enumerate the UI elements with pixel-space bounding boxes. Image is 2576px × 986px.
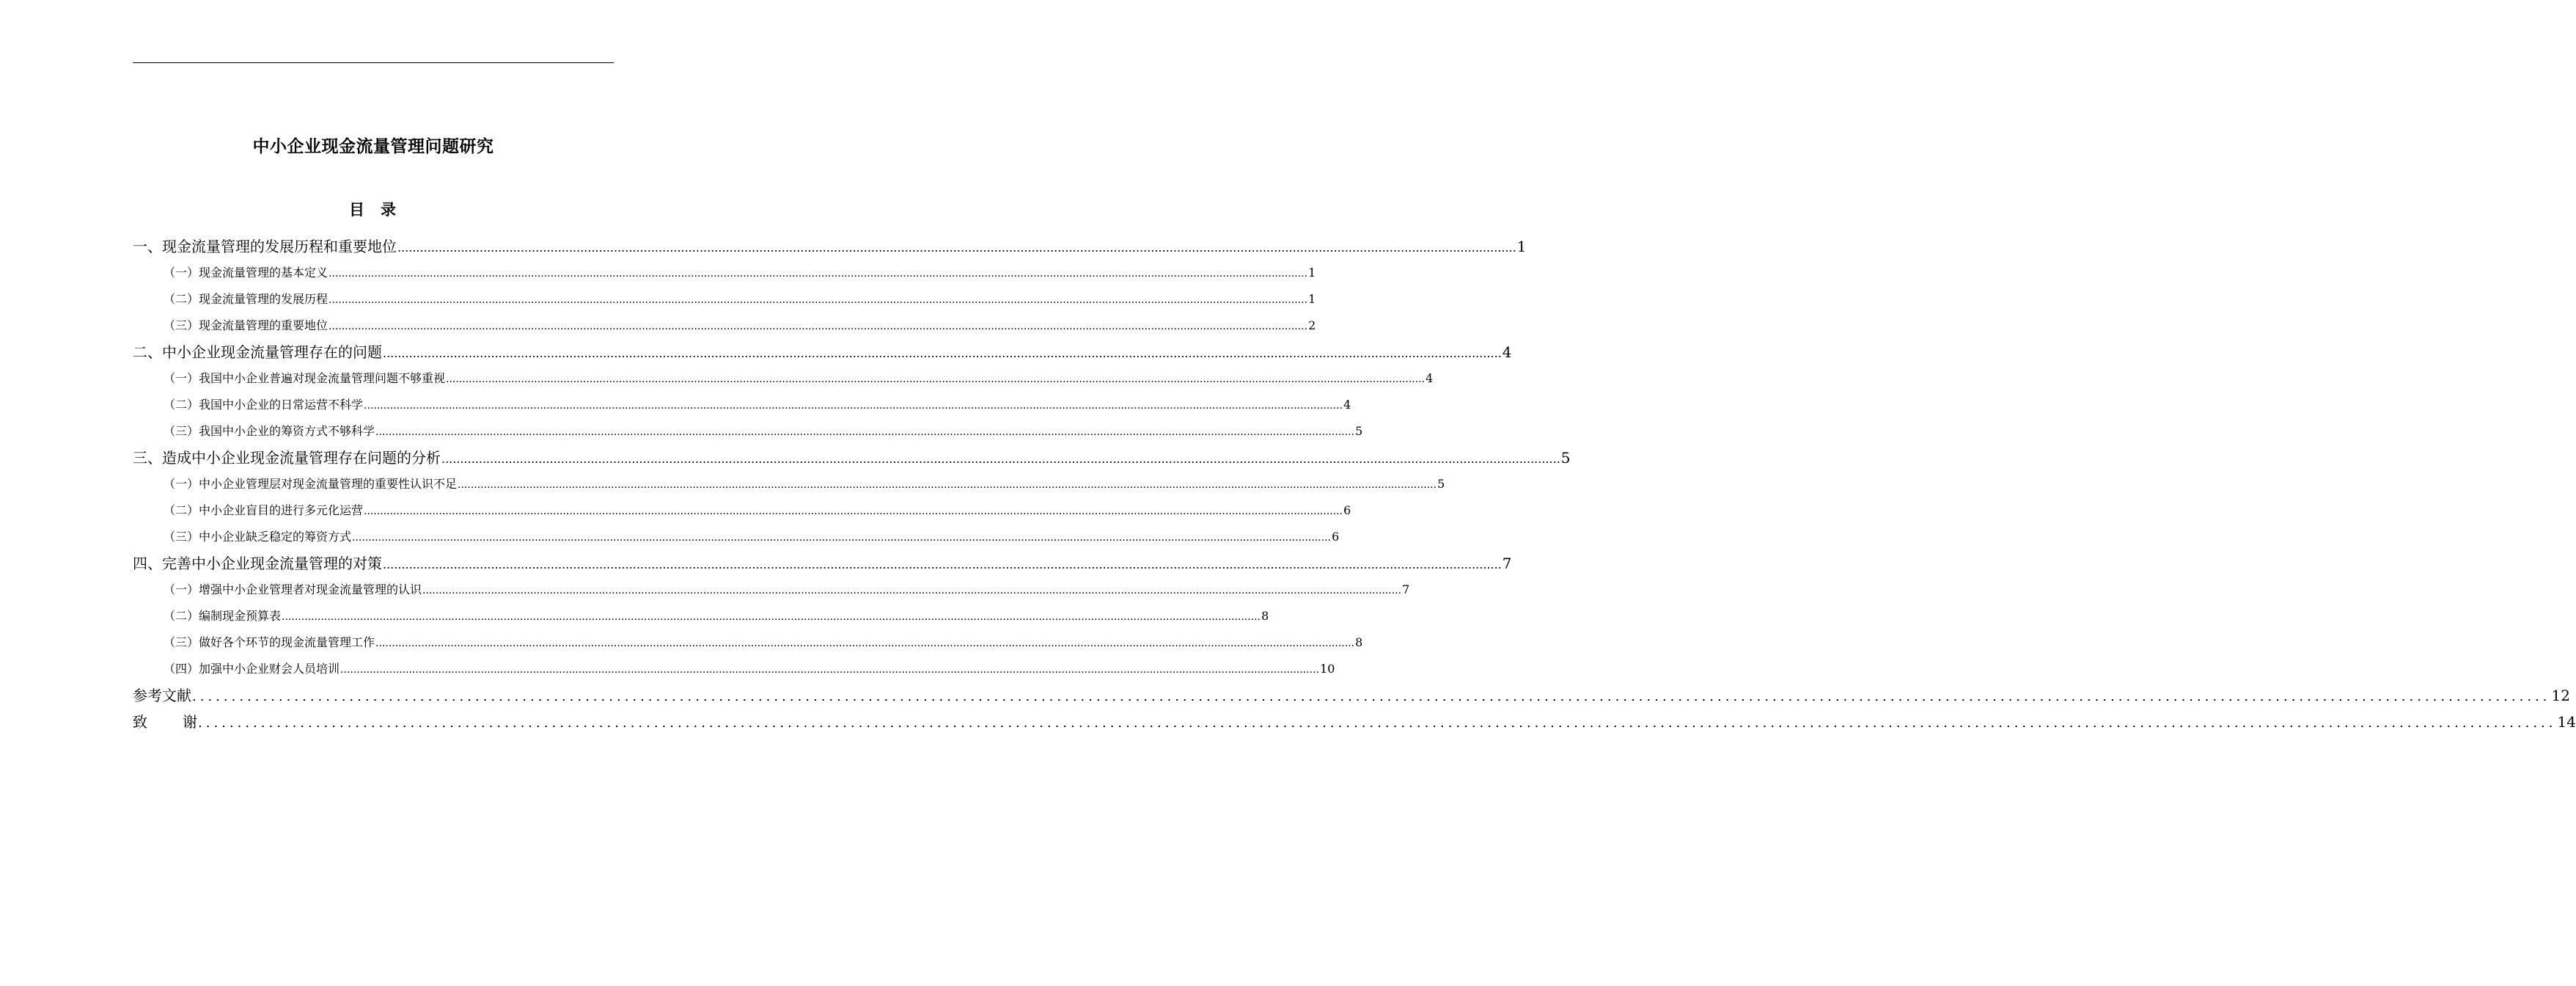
toc-chapter-entry[interactable] <box>133 550 1512 577</box>
toc-entry-title: （二）现金流量管理的发展历程 <box>164 292 329 306</box>
toc-dot-leader: ............................................................................................................................................................................................................................................................................................................ <box>364 505 1343 517</box>
toc-references-entry[interactable] <box>133 682 2570 709</box>
toc-section-entry[interactable] <box>133 603 1269 629</box>
toc-page-number: 8 <box>1355 635 1363 649</box>
toc-entry-title: （一）现金流量管理的基本定义 <box>164 266 329 280</box>
toc-page-number: 5 <box>1560 449 1571 467</box>
toc-dot-leader: ............................................................................................................................................................................................................................................................................................................ <box>329 321 1308 332</box>
toc-dot-leader: ............................................................................................................................................................................................................................................................................................................ <box>422 585 1402 596</box>
toc-section-entry[interactable] <box>133 471 1445 497</box>
toc-page-number: 4 <box>1425 371 1434 385</box>
toc-section-entry[interactable] <box>133 629 1363 656</box>
toc-section-entry[interactable] <box>133 286 1316 313</box>
toc-dot-leader: ............................................................................................................................................................................................................................................................................................................ <box>441 452 1560 466</box>
document-title: 中小企业现金流量管理问题研究 <box>252 137 494 156</box>
toc-chapter-entry[interactable] <box>133 339 1512 365</box>
toc-dot-leader: ............................................................................................................................................................................................................................................................................................................ <box>383 346 1502 360</box>
toc-entry-title: （四）加强中小企业财会人员培训 <box>164 662 340 676</box>
toc-page-number: 6 <box>1332 530 1340 544</box>
toc-dot-leader: ............................................................................................................................................................................................................................................................................................................ <box>282 611 1261 623</box>
toc-entry-title: 四、完善中小企业现金流量管理的对策 <box>133 555 382 572</box>
toc-acknowledgements-entry[interactable] <box>133 709 2576 735</box>
toc-page-number: 14 <box>2557 713 2576 731</box>
toc-entry-title: （三）现金流量管理的重要地位 <box>164 318 329 332</box>
toc-page-number: 2 <box>1308 318 1316 332</box>
toc-entry-title: （二）中小企业盲目的进行多元化运营 <box>164 503 364 517</box>
toc-entry-title: 参考文献 <box>133 687 191 704</box>
toc-entry-title: （二）编制现金预算表 <box>164 609 282 623</box>
toc-page-number: 12 <box>2551 687 2570 704</box>
toc-dot-leader: ............................................................................................................................................................................................................................................................................................................ <box>329 294 1308 306</box>
toc-chapter-entry[interactable] <box>133 233 1527 260</box>
table-of-contents <box>133 233 2576 735</box>
toc-page-number: 5 <box>1437 477 1445 491</box>
toc-chapter-entry[interactable] <box>133 445 1571 471</box>
toc-entry-title: 一、现金流量管理的发展历程和重要地位 <box>133 238 397 255</box>
toc-entry-title: （一）中小企业管理层对现金流量管理的重要性认识不足 <box>164 477 458 491</box>
toc-dot-leader: ............................................................................................................................................................................................................................................................................................................ <box>340 664 1320 676</box>
toc-section-entry[interactable] <box>133 260 1316 286</box>
toc-page-number: 7 <box>1402 583 1410 596</box>
toc-page-number: 4 <box>1343 398 1351 412</box>
toc-entry-title: （一）我国中小企业普遍对现金流量管理问题不够重视 <box>164 371 446 385</box>
toc-dot-leader: ............................................................................................................................................................................................................................................................................................................ <box>375 426 1355 438</box>
toc-heading <box>133 199 614 221</box>
toc-entry-title: （三）我国中小企业的筹资方式不够科学 <box>164 424 375 438</box>
toc-section-entry[interactable] <box>133 392 1351 418</box>
toc-page-number: 5 <box>1355 424 1363 438</box>
toc-dot-leader: ............................................................................................................................................................................................................................................................................................................ <box>198 715 2557 731</box>
toc-entry-title: （二）我国中小企业的日常运营不科学 <box>164 398 364 412</box>
header-rule <box>133 62 614 63</box>
toc-entry-title-right: 谢 <box>183 713 197 731</box>
toc-dot-leader: ............................................................................................................................................................................................................................................................................................................ <box>364 400 1343 412</box>
toc-section-entry[interactable] <box>133 524 1340 550</box>
toc-page-number: 7 <box>1502 555 1512 572</box>
toc-section-entry[interactable] <box>133 313 1316 339</box>
toc-page-number: 1 <box>1308 292 1316 306</box>
toc-section-entry[interactable] <box>133 656 1335 682</box>
toc-entry-title: 三、造成中小企业现金流量管理存在问题的分析 <box>133 449 441 467</box>
toc-dot-leader: ............................................................................................................................................................................................................................................................................................................ <box>446 373 1425 385</box>
toc-section-entry[interactable] <box>133 418 1363 445</box>
toc-page-number: 10 <box>1320 662 1335 676</box>
toc-entry-title: （一）增强中小企业管理者对现金流量管理的认识 <box>164 583 422 596</box>
toc-dot-leader: ............................................................................................................................................................................................................................................................................................................ <box>192 689 2551 704</box>
toc-entry-title-left: 致 <box>133 713 147 731</box>
toc-page-number: 1 <box>1516 238 1527 255</box>
toc-dot-leader: ............................................................................................................................................................................................................................................................................................................ <box>383 558 1502 571</box>
toc-heading-right: 录 <box>381 201 397 219</box>
toc-entry-title: （三）中小企业缺乏稳定的筹资方式 <box>164 530 352 544</box>
toc-page-number: 8 <box>1261 609 1269 623</box>
toc-dot-leader: ............................................................................................................................................................................................................................................................................................................ <box>397 241 1516 255</box>
toc-page-number: 4 <box>1502 343 1512 361</box>
toc-entry-title: 二、中小企业现金流量管理存在的问题 <box>133 343 382 361</box>
toc-dot-leader: ............................................................................................................................................................................................................................................................................................................ <box>458 479 1437 491</box>
toc-page-number: 1 <box>1308 266 1316 280</box>
toc-section-entry[interactable] <box>133 365 1434 392</box>
toc-dot-leader: ............................................................................................................................................................................................................................................................................................................ <box>375 638 1355 649</box>
toc-page-number: 6 <box>1343 503 1351 517</box>
toc-section-entry[interactable] <box>133 497 1351 524</box>
toc-dot-leader: ............................................................................................................................................................................................................................................................................................................ <box>352 532 1332 544</box>
toc-heading-left: 目 <box>349 201 366 219</box>
toc-section-entry[interactable] <box>133 577 1410 603</box>
toc-entry-title <box>133 709 197 735</box>
toc-entry-title: （三）做好各个环节的现金流量管理工作 <box>164 635 375 649</box>
toc-dot-leader: ............................................................................................................................................................................................................................................................................................................ <box>329 268 1308 280</box>
